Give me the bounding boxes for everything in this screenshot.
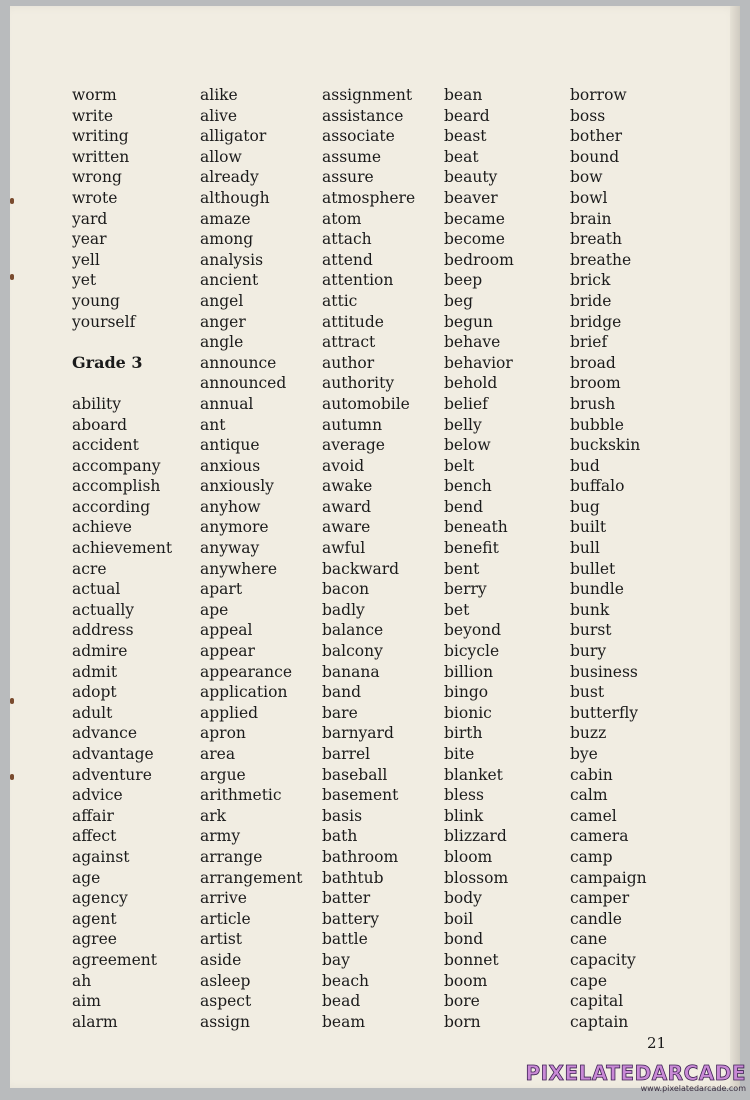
word-item: bingo xyxy=(444,683,489,702)
word-item: army xyxy=(200,827,241,846)
word-item: brain xyxy=(570,209,612,228)
word-item: blanket xyxy=(444,765,503,784)
word-item: already xyxy=(200,168,259,187)
word-item: assure xyxy=(322,168,374,187)
word-item: award xyxy=(322,497,372,516)
word-item: ability xyxy=(72,394,122,413)
watermark-url: www.pixelatedarcade.com xyxy=(640,1084,746,1093)
word-item: badly xyxy=(322,600,365,619)
word-item: bull xyxy=(570,539,600,558)
word-item: achieve xyxy=(72,518,132,537)
word-item: boom xyxy=(444,971,488,990)
word-item: campaign xyxy=(570,868,647,887)
word-item: arrangement xyxy=(200,868,303,887)
word-item: acre xyxy=(72,559,107,578)
word-item: admire xyxy=(72,642,128,661)
word-item: awake xyxy=(322,477,373,496)
word-item: bye xyxy=(570,745,598,763)
word-item: beauty xyxy=(444,168,498,187)
word-item: advantage xyxy=(72,745,154,763)
word-item: asleep xyxy=(200,971,251,990)
word-item: beard xyxy=(444,106,490,125)
word-item: annual xyxy=(200,394,254,413)
word-item: bare xyxy=(322,703,358,722)
binding-hole xyxy=(10,274,14,280)
word-item: writing xyxy=(72,127,129,146)
word-item: wrong xyxy=(72,168,122,187)
word-item: ape xyxy=(200,600,229,619)
word-item: avoid xyxy=(322,456,365,475)
word-item: bury xyxy=(570,642,607,661)
word-item: bond xyxy=(444,930,484,949)
word-column-2 xyxy=(200,85,302,1032)
word-item: behave xyxy=(444,333,501,352)
word-item: belly xyxy=(444,415,482,434)
word-item: brick xyxy=(570,271,611,290)
word-item: although xyxy=(200,188,270,207)
word-item: broad xyxy=(570,353,616,372)
word-item: built xyxy=(570,518,607,537)
word-item: attract xyxy=(322,333,376,352)
grade-heading: Grade 3 xyxy=(72,352,143,372)
word-item: aware xyxy=(322,518,371,537)
word-item: basis xyxy=(322,806,363,825)
word-item: attention xyxy=(322,271,394,290)
word-item: allow xyxy=(200,147,242,166)
word-item: aboard xyxy=(72,415,128,434)
word-item: atom xyxy=(322,209,362,228)
word-item: business xyxy=(570,662,638,681)
word-item: belief xyxy=(444,394,488,413)
word-item: brief xyxy=(570,333,608,352)
word-item: aim xyxy=(72,992,101,1011)
word-item: bride xyxy=(570,291,612,310)
word-item: anger xyxy=(200,312,246,331)
binding-hole xyxy=(10,698,14,704)
word-item: bent xyxy=(444,559,480,578)
word-item: arrive xyxy=(200,889,247,908)
word-item: bullet xyxy=(570,559,616,578)
word-item: capital xyxy=(570,992,624,1011)
word-item: broom xyxy=(570,374,621,393)
word-item: barnyard xyxy=(322,724,394,743)
word-item: address xyxy=(72,621,134,640)
word-item: capacity xyxy=(570,950,636,969)
word-item: beast xyxy=(444,127,487,146)
word-item: bother xyxy=(570,127,623,146)
word-item: battle xyxy=(322,930,368,949)
word-item: alive xyxy=(200,106,238,125)
watermark xyxy=(525,1062,746,1093)
word-item: angle xyxy=(200,333,244,352)
word-item: author xyxy=(322,353,375,372)
word-item: adult xyxy=(72,703,113,722)
word-item: accident xyxy=(72,436,139,455)
word-item: affair xyxy=(72,806,114,825)
word-item: announced xyxy=(200,374,287,393)
word-item: beep xyxy=(444,271,483,290)
word-item: awful xyxy=(322,539,366,558)
word-item: ancient xyxy=(200,271,259,290)
spacer xyxy=(72,332,172,353)
word-item: advance xyxy=(72,724,137,743)
word-item: attend xyxy=(322,250,373,269)
word-item: ah xyxy=(72,971,92,990)
word-item: anyway xyxy=(200,539,260,558)
word-item: batter xyxy=(322,889,371,908)
word-item: automobile xyxy=(322,394,410,413)
word-item: bath xyxy=(322,827,358,846)
word-item: bench xyxy=(444,477,492,496)
word-item: among xyxy=(200,230,254,249)
word-item: camel xyxy=(570,806,617,825)
word-column-1 xyxy=(72,85,172,1032)
word-column-4 xyxy=(444,85,514,1032)
word-item: begun xyxy=(444,312,493,331)
word-item: beat xyxy=(444,147,479,166)
word-item: bust xyxy=(570,683,605,702)
word-item: battery xyxy=(322,909,379,928)
word-item: application xyxy=(200,683,288,702)
word-item: yard xyxy=(72,209,108,228)
word-item: age xyxy=(72,868,101,887)
word-item: bug xyxy=(570,497,600,516)
word-item: arrange xyxy=(200,847,263,866)
word-item: bow xyxy=(570,168,603,187)
word-item: bridge xyxy=(570,312,622,331)
word-item: appearance xyxy=(200,662,292,681)
word-item: blink xyxy=(444,806,484,825)
word-item: agent xyxy=(72,909,117,928)
word-item: yet xyxy=(72,271,97,290)
word-item: camera xyxy=(570,827,629,846)
word-item: adventure xyxy=(72,765,152,784)
word-item: became xyxy=(444,209,505,228)
word-item: agree xyxy=(72,930,117,949)
word-item: bubble xyxy=(570,415,624,434)
word-item: alike xyxy=(200,86,238,104)
word-item: beaver xyxy=(444,188,498,207)
word-item: behavior xyxy=(444,353,513,372)
word-item: bunk xyxy=(570,600,610,619)
word-item: announce xyxy=(200,353,277,372)
word-item: camper xyxy=(570,889,630,908)
word-item: attach xyxy=(322,230,372,249)
word-item: bicycle xyxy=(444,642,500,661)
word-item: blossom xyxy=(444,868,509,887)
word-item: barrel xyxy=(322,745,371,763)
word-item: according xyxy=(72,497,151,516)
watermark-brand: PIXELATEDARCADE xyxy=(525,1061,746,1085)
word-item: admit xyxy=(72,662,118,681)
word-item: benefit xyxy=(444,539,499,558)
word-item: amaze xyxy=(200,209,251,228)
word-item: aspect xyxy=(200,992,252,1011)
word-item: agency xyxy=(72,889,128,908)
word-item: bore xyxy=(444,992,480,1011)
word-item: anywhere xyxy=(200,559,277,578)
word-item: beg xyxy=(444,291,474,310)
page-number: 21 xyxy=(647,1034,667,1052)
spacer xyxy=(72,373,172,394)
word-item: autumn xyxy=(322,415,383,434)
word-item: below xyxy=(444,436,491,455)
word-item: beneath xyxy=(444,518,508,537)
word-item: band xyxy=(322,683,362,702)
word-item: boss xyxy=(570,106,606,125)
word-item: antique xyxy=(200,436,260,455)
word-item: applied xyxy=(200,703,259,722)
word-item: cabin xyxy=(570,765,613,784)
word-item: written xyxy=(72,147,130,166)
word-item: attic xyxy=(322,291,358,310)
word-item: bedroom xyxy=(444,250,514,269)
word-item: atmosphere xyxy=(322,188,416,207)
word-item: anxiously xyxy=(200,477,274,496)
word-item: aside xyxy=(200,950,242,969)
word-item: candle xyxy=(570,909,622,928)
word-item: billion xyxy=(444,662,494,681)
word-item: become xyxy=(444,230,505,249)
word-item: assignment xyxy=(322,86,413,104)
word-item: anyhow xyxy=(200,497,261,516)
word-item: argue xyxy=(200,765,246,784)
word-item: beach xyxy=(322,971,369,990)
word-item: berry xyxy=(444,580,487,599)
word-item: bathtub xyxy=(322,868,384,887)
book-page xyxy=(10,6,740,1088)
word-item: attitude xyxy=(322,312,384,331)
word-item: bead xyxy=(322,992,361,1011)
word-item: belt xyxy=(444,456,475,475)
word-item: balance xyxy=(322,621,384,640)
word-item: cape xyxy=(570,971,608,990)
word-item: brush xyxy=(570,394,616,413)
word-item: borrow xyxy=(570,86,627,104)
word-item: apron xyxy=(200,724,246,743)
word-item: ark xyxy=(200,806,227,825)
word-item: buffalo xyxy=(570,477,625,496)
word-item: angel xyxy=(200,291,244,310)
word-item: alligator xyxy=(200,127,267,146)
word-item: birth xyxy=(444,724,483,743)
word-item: basement xyxy=(322,786,399,805)
word-item: affect xyxy=(72,827,117,846)
word-item: beyond xyxy=(444,621,502,640)
word-item: bet xyxy=(444,600,470,619)
word-item: average xyxy=(322,436,385,455)
word-item: anymore xyxy=(200,518,269,537)
word-item: article xyxy=(200,909,251,928)
word-item: bud xyxy=(570,456,600,475)
word-item: bless xyxy=(444,786,484,805)
word-item: captain xyxy=(570,1012,629,1031)
word-item: baseball xyxy=(322,765,388,784)
word-item: breathe xyxy=(570,250,632,269)
word-item: blizzard xyxy=(444,827,507,846)
word-item: write xyxy=(72,106,114,125)
word-item: behold xyxy=(444,374,498,393)
word-item: bowl xyxy=(570,188,608,207)
word-item: year xyxy=(72,230,107,249)
word-item: body xyxy=(444,889,482,908)
binding-hole xyxy=(10,774,14,780)
word-item: alarm xyxy=(72,1012,118,1031)
binding-hole xyxy=(10,198,14,204)
word-item: yell xyxy=(72,250,100,269)
word-item: associate xyxy=(322,127,395,146)
word-item: born xyxy=(444,1012,481,1031)
word-item: balcony xyxy=(322,642,383,661)
word-item: camp xyxy=(570,847,613,866)
word-column-3 xyxy=(322,85,415,1032)
word-item: accompany xyxy=(72,456,161,475)
word-item: assign xyxy=(200,1012,251,1031)
word-item: bloom xyxy=(444,847,493,866)
word-item: buckskin xyxy=(570,436,641,455)
word-item: against xyxy=(72,847,130,866)
word-item: appeal xyxy=(200,621,253,640)
word-item: buzz xyxy=(570,724,607,743)
word-item: beam xyxy=(322,1012,366,1031)
word-item: breath xyxy=(570,230,622,249)
word-item: bend xyxy=(444,497,483,516)
word-item: arithmetic xyxy=(200,786,282,805)
word-item: assume xyxy=(322,147,382,166)
word-item: bionic xyxy=(444,703,492,722)
word-item: bathroom xyxy=(322,847,399,866)
word-item: young xyxy=(72,291,120,310)
word-item: bound xyxy=(570,147,620,166)
word-item: accomplish xyxy=(72,477,161,496)
word-item: assistance xyxy=(322,106,404,125)
word-item: anxious xyxy=(200,456,261,475)
word-item: cane xyxy=(570,930,608,949)
word-item: banana xyxy=(322,662,380,681)
word-item: ant xyxy=(200,415,226,434)
word-item: actually xyxy=(72,600,135,619)
word-item: artist xyxy=(200,930,243,949)
word-item: backward xyxy=(322,559,400,578)
word-item: bonnet xyxy=(444,950,499,969)
word-item: bite xyxy=(444,745,475,763)
word-item: apart xyxy=(200,580,243,599)
word-item: analysis xyxy=(200,250,264,269)
word-item: burst xyxy=(570,621,612,640)
word-item: worm xyxy=(72,86,117,104)
word-item: authority xyxy=(322,374,395,393)
word-item: adopt xyxy=(72,683,117,702)
word-item: boil xyxy=(444,909,474,928)
word-item: agreement xyxy=(72,950,158,969)
word-item: bacon xyxy=(322,580,370,599)
word-item: bay xyxy=(322,950,350,969)
word-item: bundle xyxy=(570,580,624,599)
word-item: appear xyxy=(200,642,255,661)
word-column-5 xyxy=(570,85,647,1032)
word-item: butterfly xyxy=(570,703,639,722)
word-item: area xyxy=(200,745,236,763)
page-edge xyxy=(730,6,740,1088)
word-item: actual xyxy=(72,580,121,599)
word-item: calm xyxy=(570,786,608,805)
word-item: achievement xyxy=(72,539,173,558)
word-item: yourself xyxy=(72,312,136,331)
word-item: bean xyxy=(444,86,483,104)
word-item: advice xyxy=(72,786,123,805)
word-item: wrote xyxy=(72,188,118,207)
